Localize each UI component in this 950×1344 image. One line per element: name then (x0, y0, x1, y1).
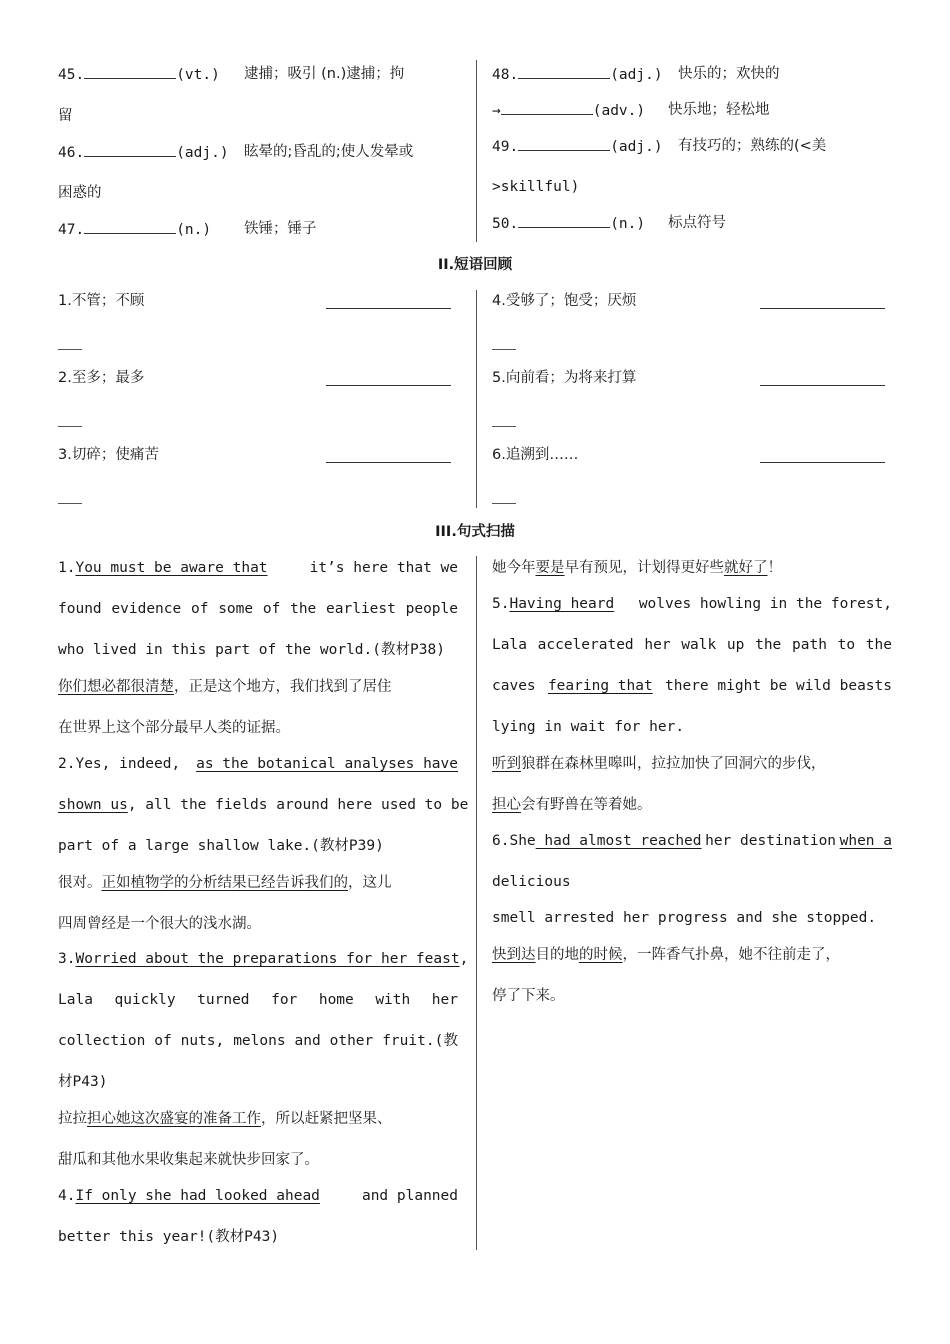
translation-text: 她今年 (492, 560, 536, 576)
answer-blank (518, 213, 610, 228)
sentence-text: Lala quickly turned for home with her (58, 992, 458, 1008)
key-structure: as the botanical analyses have (196, 756, 458, 772)
answer-blank (84, 64, 176, 79)
answer-blank (518, 136, 610, 151)
translation-text: 在世界上这个部分最早人类的证据。 (58, 720, 290, 736)
phrase-text: 1.不管；不顾 (58, 293, 145, 309)
sentence-text: smell arrested her progress and she stopped. (492, 910, 877, 926)
meaning: 眩晕的;昏乱的;使人发晕或 (244, 144, 414, 160)
answer-blank-cont (58, 426, 82, 427)
column-divider-phrases (476, 290, 477, 508)
part-of-speech: (adj.) (610, 67, 663, 83)
meaning: 有技巧的；熟练的(<美 (678, 138, 827, 154)
translation-text: ！ (767, 560, 782, 576)
part-of-speech: (vt.) (176, 67, 220, 83)
item-number: 50. (492, 216, 519, 232)
sentence-text: lying in wait for her. (492, 719, 685, 735)
answer-blank (326, 462, 451, 463)
sentence-line (58, 949, 468, 969)
key-translation: 担心她这次盛宴的准备工作 (87, 1111, 261, 1127)
answer-blank (760, 385, 885, 386)
translation (492, 558, 782, 578)
part-of-speech: (adj.) (610, 139, 663, 155)
meaning-cont: 困惑的 (58, 185, 102, 201)
answer-blank-cont (58, 503, 82, 504)
sentence-line (492, 676, 892, 696)
key-translation: 听到 (492, 756, 521, 772)
translation-text: 狼群在森林里嗥叫，拉拉加快了回洞穴的步伐， (521, 756, 826, 772)
section-heading-phrases: II.短语回顾 (437, 257, 513, 273)
item-number: 45. (58, 67, 85, 83)
key-translation: 要是 (535, 560, 565, 576)
translation (492, 754, 826, 774)
meaning: 标点符号 (668, 215, 726, 231)
sentence-text: it’s here that we (309, 560, 458, 576)
translation (492, 795, 652, 815)
sentence-line (492, 594, 892, 614)
answer-blank (760, 462, 885, 463)
key-structure: when a (839, 833, 892, 849)
key-translation: 就好了 (724, 560, 768, 576)
meaning-cont: 留 (58, 108, 73, 124)
sentence-line (58, 558, 458, 578)
item-number: 1. (58, 560, 76, 576)
answer-blank (84, 219, 176, 234)
item-number: 48. (492, 67, 519, 83)
sentence-text: collection of nuts, melons and other fruit.(教 (58, 1033, 458, 1049)
part-of-speech: (adj.) (176, 145, 229, 161)
translation-text: 拉拉 (58, 1111, 87, 1127)
sentence-text: 2.Yes, indeed, (58, 756, 181, 772)
section-heading-sentences: III.句式扫描 (435, 524, 515, 540)
key-translation: 正如植物学的分析结果已经告诉我们的 (101, 875, 348, 891)
part-of-speech: (n.) (610, 216, 646, 232)
phrase-text: 3.切碎；使痛苦 (58, 447, 159, 463)
part-of-speech: (adv.) (592, 103, 646, 119)
key-translation: 快到达 (492, 947, 536, 963)
sentence-line (58, 1186, 458, 1206)
meaning: 铁锤；锤子 (244, 221, 317, 237)
meaning-cont: >skillful) (492, 179, 580, 195)
item-number: 49. (492, 139, 519, 155)
answer-blank-cont (492, 503, 516, 504)
translation-text: 四周曾经是一个很大的浅水湖。 (58, 916, 261, 932)
item-number: 5. (492, 596, 510, 612)
translation (58, 677, 392, 697)
answer-blank (326, 385, 451, 386)
sentence-line (58, 754, 458, 774)
phrase-text: 5.向前看；为将来打算 (492, 370, 637, 386)
sentence-text: , all the fields around here used to be (127, 797, 469, 813)
key-structure: Having heard (509, 596, 615, 612)
key-translation: 的时候 (579, 947, 623, 963)
translation-text: 甜瓜和其他水果收集起来就快步回家了。 (58, 1152, 319, 1168)
key-translation: 担心 (492, 797, 521, 813)
sentence-text: her destination (705, 833, 837, 849)
meaning: 逮捕；吸引 (n.)逮捕；拘 (244, 66, 405, 82)
key-structure: You must be aware that (75, 560, 268, 576)
phrase-text: 6.追溯到…… (492, 447, 579, 463)
translation-text: 停了下来。 (492, 988, 565, 1004)
sentence-text: found evidence of some of the earliest people (58, 601, 458, 617)
sentence-text: 6.She (492, 833, 536, 849)
answer-blank-cont (58, 349, 82, 350)
key-structure: fearing that (547, 678, 653, 694)
translation-text: ，所以赶紧把坚果、 (261, 1111, 392, 1127)
sentence-text: and planned (361, 1188, 458, 1204)
translation-text: 很对。 (58, 875, 102, 891)
part-of-speech: (n.) (176, 222, 212, 238)
sentence-text: , (459, 951, 469, 967)
key-structure: If only she had looked ahead (75, 1188, 320, 1204)
translation-text: ，这儿 (348, 875, 392, 891)
translation-text: ，一阵香气扑鼻，她不往前走了， (622, 947, 840, 963)
key-structure: had almost reached (535, 833, 702, 849)
key-structure: shown us (58, 797, 128, 813)
answer-blank-cont (492, 426, 516, 427)
phrase-text: 4.受够了；饱受；厌烦 (492, 293, 637, 309)
sentence-text: 材P43) (58, 1074, 108, 1090)
translation-text: 会有野兽在等着她。 (521, 797, 652, 813)
translation-text: ，正是这个地方，我们找到了居住 (174, 679, 392, 695)
answer-blank (760, 308, 885, 309)
answer-blank (84, 142, 176, 157)
sentence-line (492, 831, 892, 851)
sentence-text: there might be wild beasts (665, 678, 892, 694)
translation (492, 945, 840, 965)
column-divider-sentences (476, 556, 477, 1250)
sentence-text: who lived in this part of the world.(教材P38) (58, 642, 445, 658)
sentence-line (58, 795, 468, 815)
key-translation: 你们想必都很清楚 (58, 679, 174, 695)
answer-blank-cont (492, 349, 516, 350)
item-number: 47. (58, 222, 85, 238)
translation (58, 873, 392, 893)
arrow-icon: → (492, 103, 501, 119)
translation (58, 1109, 392, 1129)
item-number: 3. (58, 951, 76, 967)
meaning: 快乐地；轻松地 (668, 102, 770, 118)
answer-blank (518, 64, 610, 79)
item-number: 46. (58, 145, 85, 161)
sentence-text: wolves howling in the forest, (638, 596, 892, 612)
sentence-text: Lala accelerated her walk up the path to the (492, 637, 892, 653)
column-divider-vocab (476, 60, 477, 242)
sentence-text: delicious (492, 874, 571, 890)
sentence-text: caves (492, 678, 536, 694)
key-structure: Worried about the preparations for her feast (75, 951, 460, 967)
sentence-text: part of a large shallow lake.(教材P39) (58, 838, 384, 854)
translation-text: 目的地 (535, 947, 579, 963)
sentence-text: better this year!(教材P43) (58, 1229, 280, 1245)
item-number: 4. (58, 1188, 76, 1204)
answer-blank (326, 308, 451, 309)
phrase-text: 2.至多；最多 (58, 370, 145, 386)
answer-blank (501, 100, 593, 115)
meaning: 快乐的；欢快的 (678, 66, 780, 82)
translation-text: 早有预见，计划得更好些 (564, 560, 724, 576)
